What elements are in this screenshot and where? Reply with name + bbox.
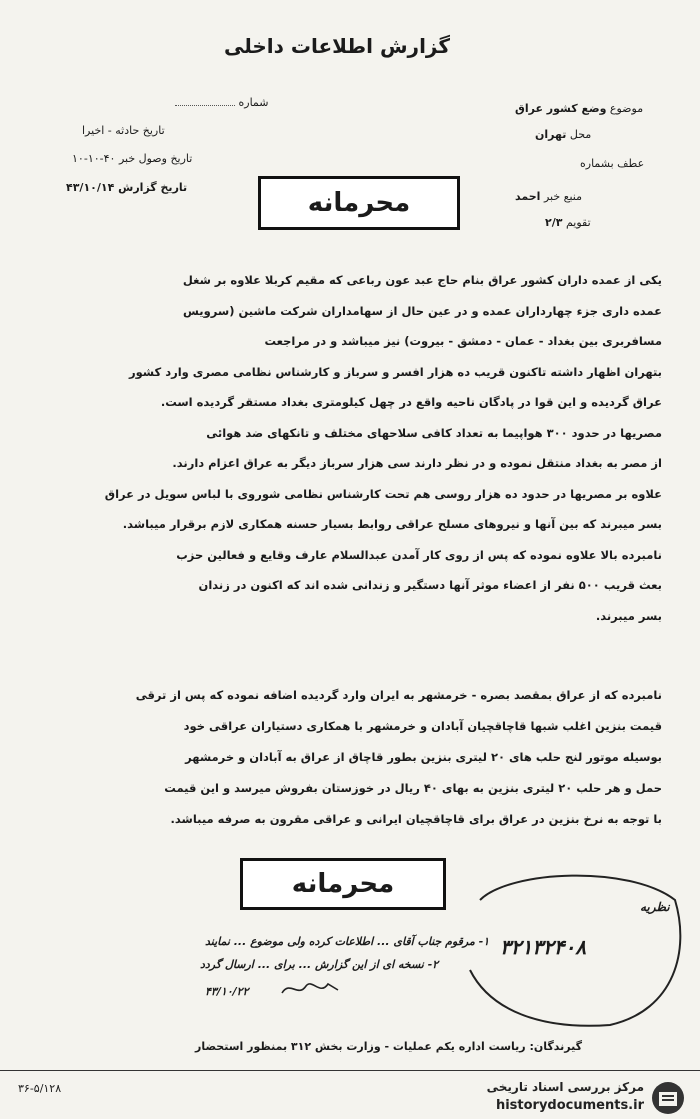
signature-line-2: ۲- نسخه ای از این گزارش ... برای ... ارسال گردد [200,958,439,971]
recipients-line: گیرندگان: ریاست اداره یکم عملیات - وزارت بخش ۳۱۲ بمنظور استحضار [195,1040,583,1053]
body-line: نامبرده بالا علاوه نموده که پس از روی کار آمدن عبدالسلام عارف وقایع و فعالین حزب [176,547,662,562]
body-line: بسر میبرند. [595,608,662,623]
incident-date: تاریخ حادثه - اخیرا [82,124,165,137]
document-title: گزارش اطلاعات داخلی [223,34,450,58]
ref-field: عطف بشماره [580,157,645,170]
report-body-paragraph-1 [52,265,662,631]
watermark-url[interactable]: historydocuments.ir [495,1098,644,1113]
body-line: بسر میبرند که بین آنها و نیروهای مسلح عراقی روابط بسیار حسنه همکاری لازم برقرار میباشد. [122,517,662,531]
body-line: یکی از عمده داران کشور عراق بنام حاج عبد عون رباعی که مقیم کربلا علاوه بر شغل [182,273,662,287]
body-line: بعث قریب ۵۰۰ نفر از اعضاء موثر آنها دستگیر و زندانی شده اند که اکنون در زندان [198,578,662,592]
report-date: تاریخ گزارش ۴۳/۱۰/۱۴ [66,181,188,194]
receive-date: تاریخ وصول خبر ۴۰-۱۰-۱۰ [72,152,193,165]
footer-reference: ۳۶-۵/۱۲۸ [18,1082,62,1095]
signature-line-1: ۱- مرقوم جناب آقای ... اطلاعات کرده ولی موضوع ... نمایند [205,935,490,948]
signature-date: ۴۳/۱۰/۲۲ [205,985,249,998]
handwritten-note: نظریه [640,900,670,914]
number-label: شماره [175,96,269,109]
signature-scribble [280,978,340,1000]
watermark-name: مرکز بررسی اسناد تاریخی [486,1080,644,1094]
body-line: نامبرده که از عراق بمقصد بصره - خرمشهر به ایران وارد گردیده اضافه نموده که پس از ترقی [135,688,662,702]
archive-icon [650,1080,686,1116]
body-line: حمل و هر حلب ۲۰ لیتری بنزین به بهای ۴۰ ریال در خوزستان بفروش میرسد و این قیمت [164,781,662,795]
body-line: بوسیله موتور لنج حلب های ۲۰ لیتری بنزین بطور قاچاق از عراق به آبادان و خرمشهر [185,750,662,764]
body-line: از مصر به بغداد منتقل نموده و در نظر دارند سی هزار سرباز دیگر به عراق اعزام دارند. [172,456,662,470]
subject-field: موضوع وضع کشور عراق [515,102,644,115]
body-line: قیمت بنزین اغلب شبها قاچاقچیان آبادان و خرمشهر با همکاری دستیاران عراقی خود [183,719,662,733]
body-line: بتهران اظهار داشته تاکنون قریب ده هزار افسر و سرباز و کارشناس نظامی مصری وارد کشور [128,364,662,379]
confidential-stamp-bottom: محرمانه [240,858,446,910]
handwritten-number: ۳۲۱۳۲۴۰۸ [500,935,586,959]
body-line: عراق گردیده و این قوا در پادگان ناحیه واقع در چهل کیلومتری بغداد مستقر گردیده است. [160,395,662,409]
confidential-stamp-top: محرمانه [258,176,460,230]
source-field: منبع خبر احمد [515,190,583,203]
watermark-logo [420,1078,690,1118]
report-body-paragraph-2 [52,680,662,835]
body-line: با توجه به نرخ بنزین در عراق برای قاچاقچیان ایرانی و عراقی مقرون به صرفه میباشد. [170,812,662,826]
body-line: عمده داری جزء چهارداران عمده و در عین حال از سهامداران شرکت ماشین (سرویس [183,303,662,318]
body-line: مسافربری بین بغداد - عمان - دمشق - بیروت) نیز میباشد و در مراجعت [264,334,662,348]
footer-divider [0,1070,700,1071]
place-field: محل تهران [535,128,592,141]
rating-field: تقویم ۲/۳ [545,216,591,229]
body-line: مصریها در حدود ۳۰۰ هواپیما به تعداد کافی سلاحهای مختلف و تانکهای ضد هوائی [206,425,662,440]
body-line: علاوه بر مصریها در حدود ده هزار روسی هم تحت کارشناس نظامی شوروی با لباس سویل در عراق [104,486,662,501]
